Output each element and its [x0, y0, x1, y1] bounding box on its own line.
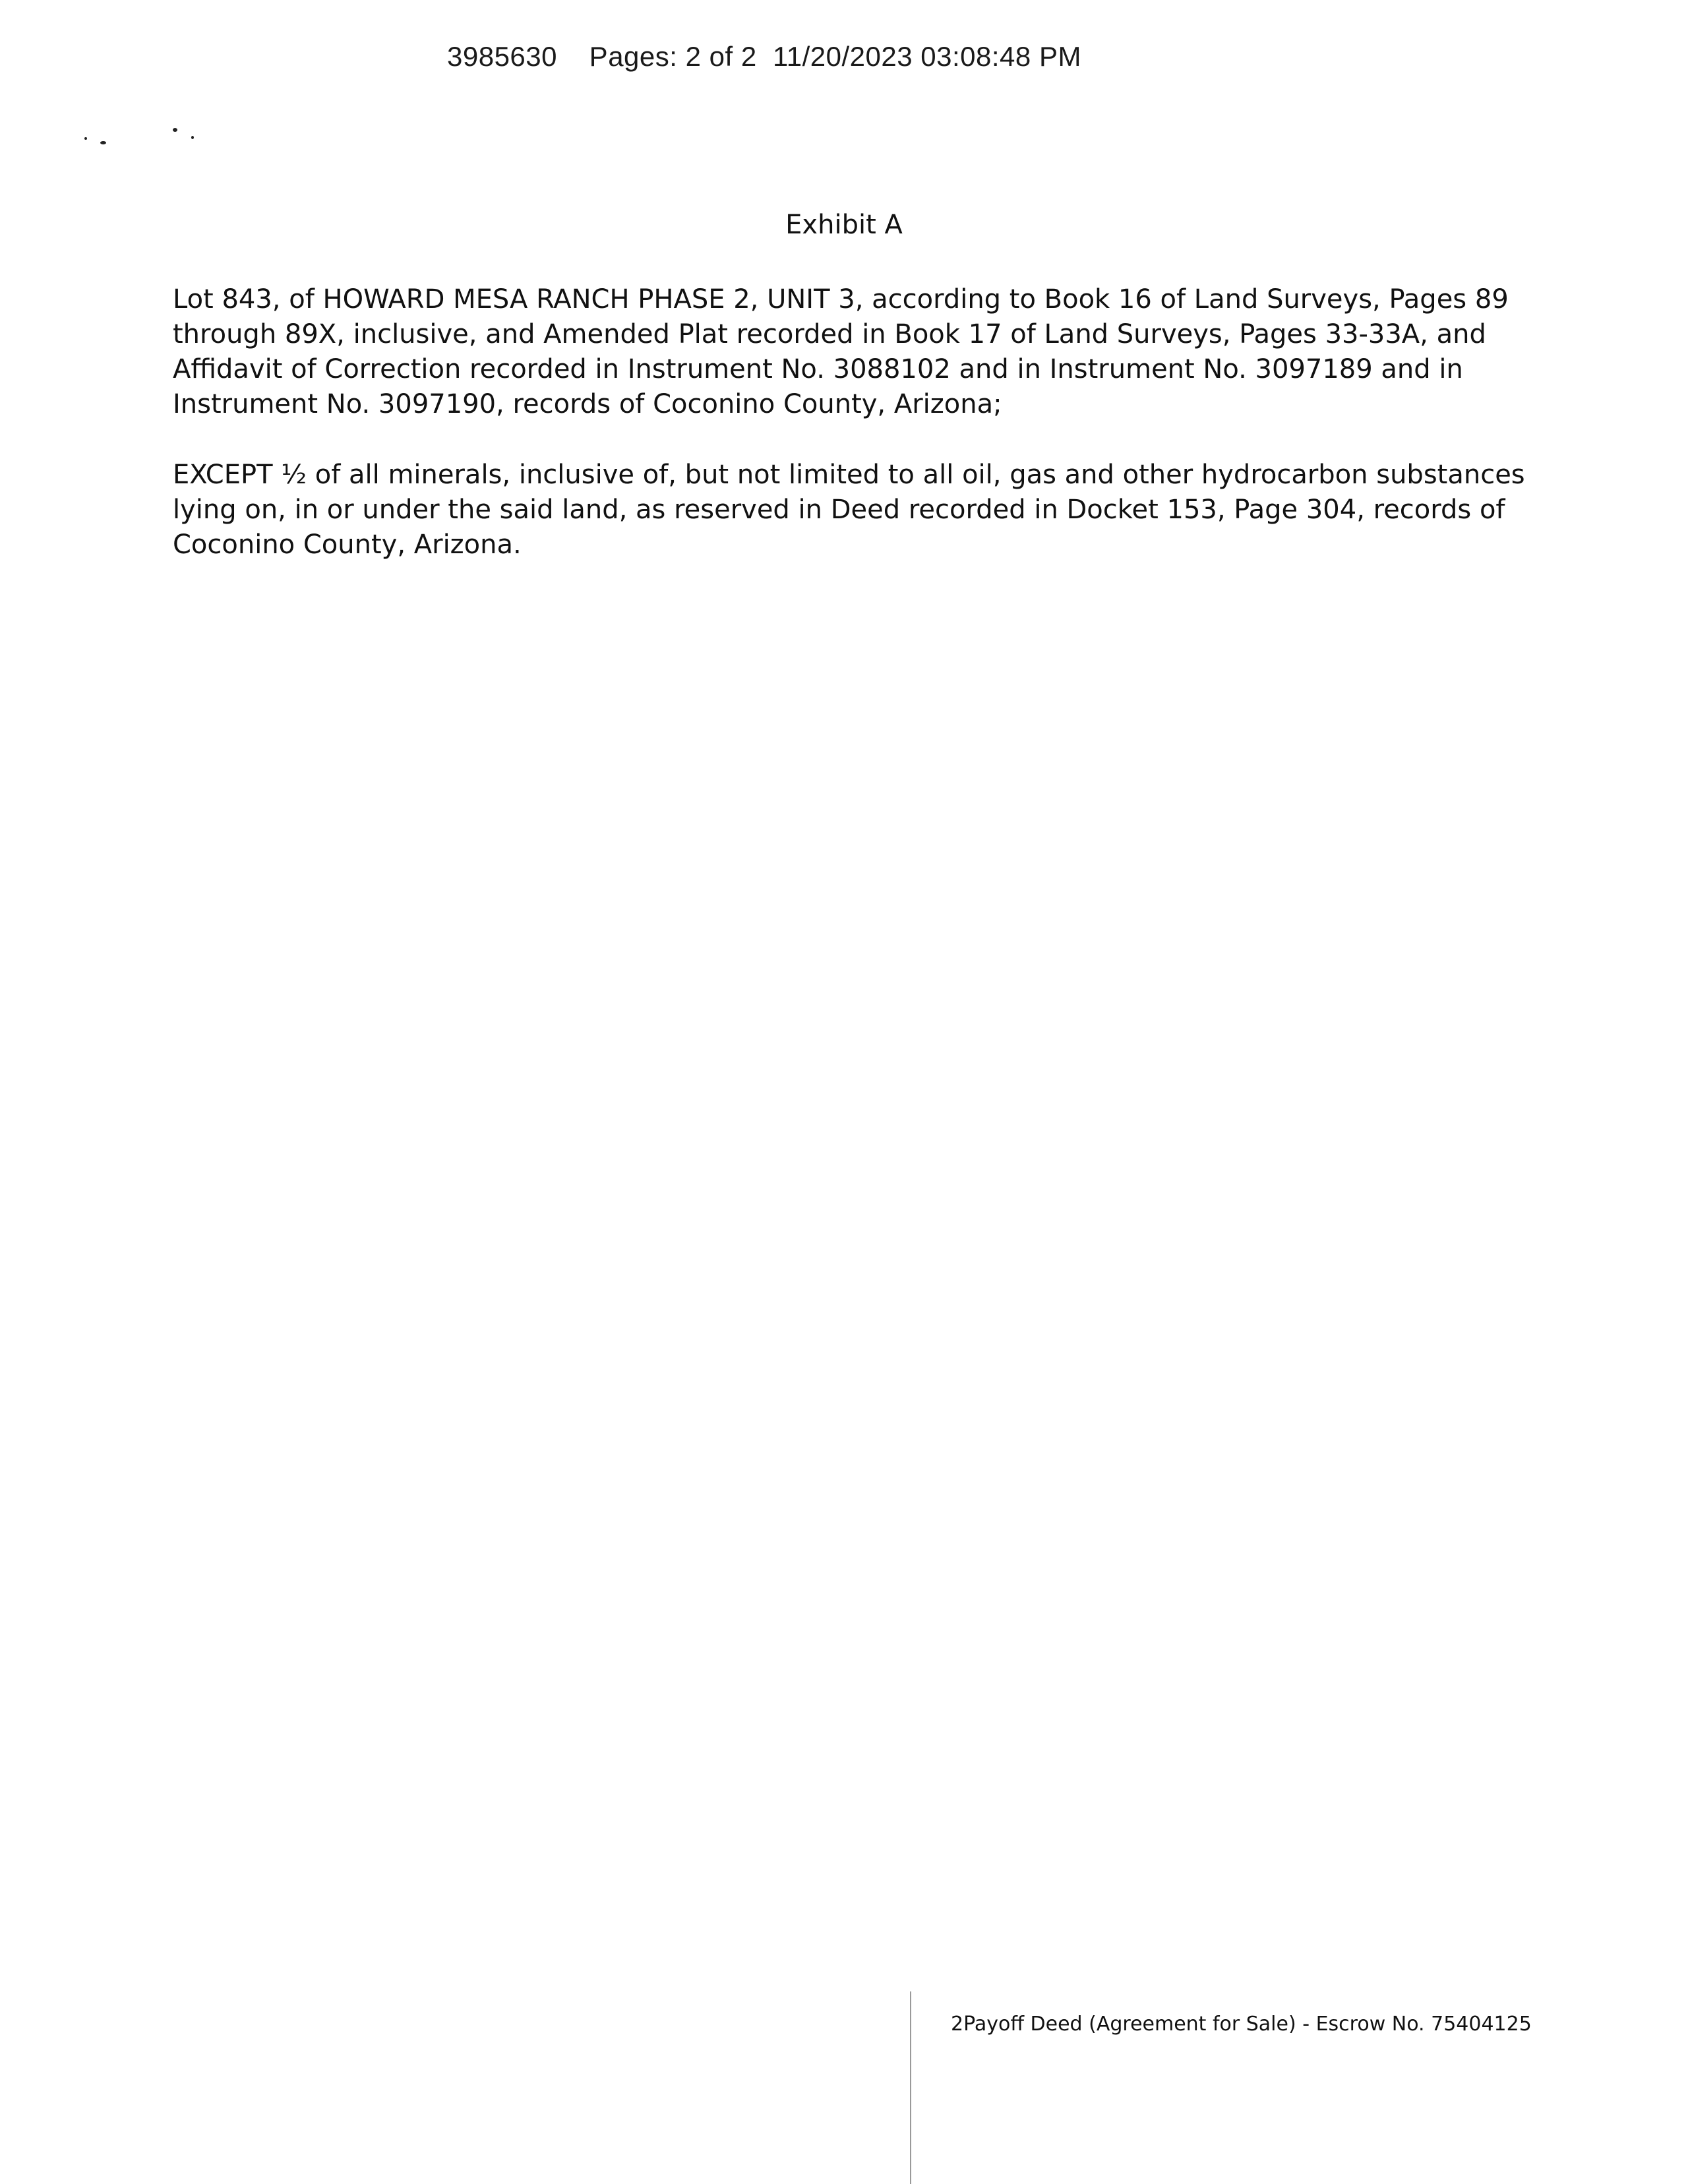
legal-description-paragraph [173, 282, 1524, 422]
scan-speck [100, 141, 106, 144]
paragraph-line: EXCEPT ½ of all minerals, inclusive of, but not limited to all oil, gas and other hydrocarbon substances [173, 460, 1525, 490]
scan-speck [191, 136, 194, 139]
recording-stamp: 3985630 Pages: 2 of 2 11/20/2023 03:08:48 PM [447, 41, 1081, 72]
footer-form-label: 2Payoff Deed (Agreement for Sale) - Escrow No. 75404125 [951, 2013, 1532, 2036]
paragraph-line: through 89X, inclusive, and Amended Plat recorded in Book 17 of Land Surveys, Pages 33-33A, and [173, 319, 1486, 349]
paragraph-line: Coconino County, Arizona. [173, 530, 522, 560]
scan-speck [173, 128, 177, 132]
paragraph-line: lying on, in or under the said land, as reserved in Deed recorded in Docket 153, Page 304, records of [173, 495, 1505, 525]
scan-speck [84, 137, 87, 140]
paragraph-line: Lot 843, of HOWARD MESA RANCH PHASE 2, UNIT 3, according to Book 16 of Land Surveys, Pages 89 [173, 284, 1509, 315]
mineral-exception-paragraph [173, 458, 1524, 562]
paragraph-line: Affidavit of Correction recorded in Instrument No. 3088102 and in Instrument No. 3097189 and in [173, 354, 1463, 384]
exhibit-title: Exhibit A [785, 210, 903, 240]
paragraph-line: Instrument No. 3097190, records of Coconino County, Arizona; [173, 389, 1002, 419]
footer-divider [910, 1991, 911, 2184]
